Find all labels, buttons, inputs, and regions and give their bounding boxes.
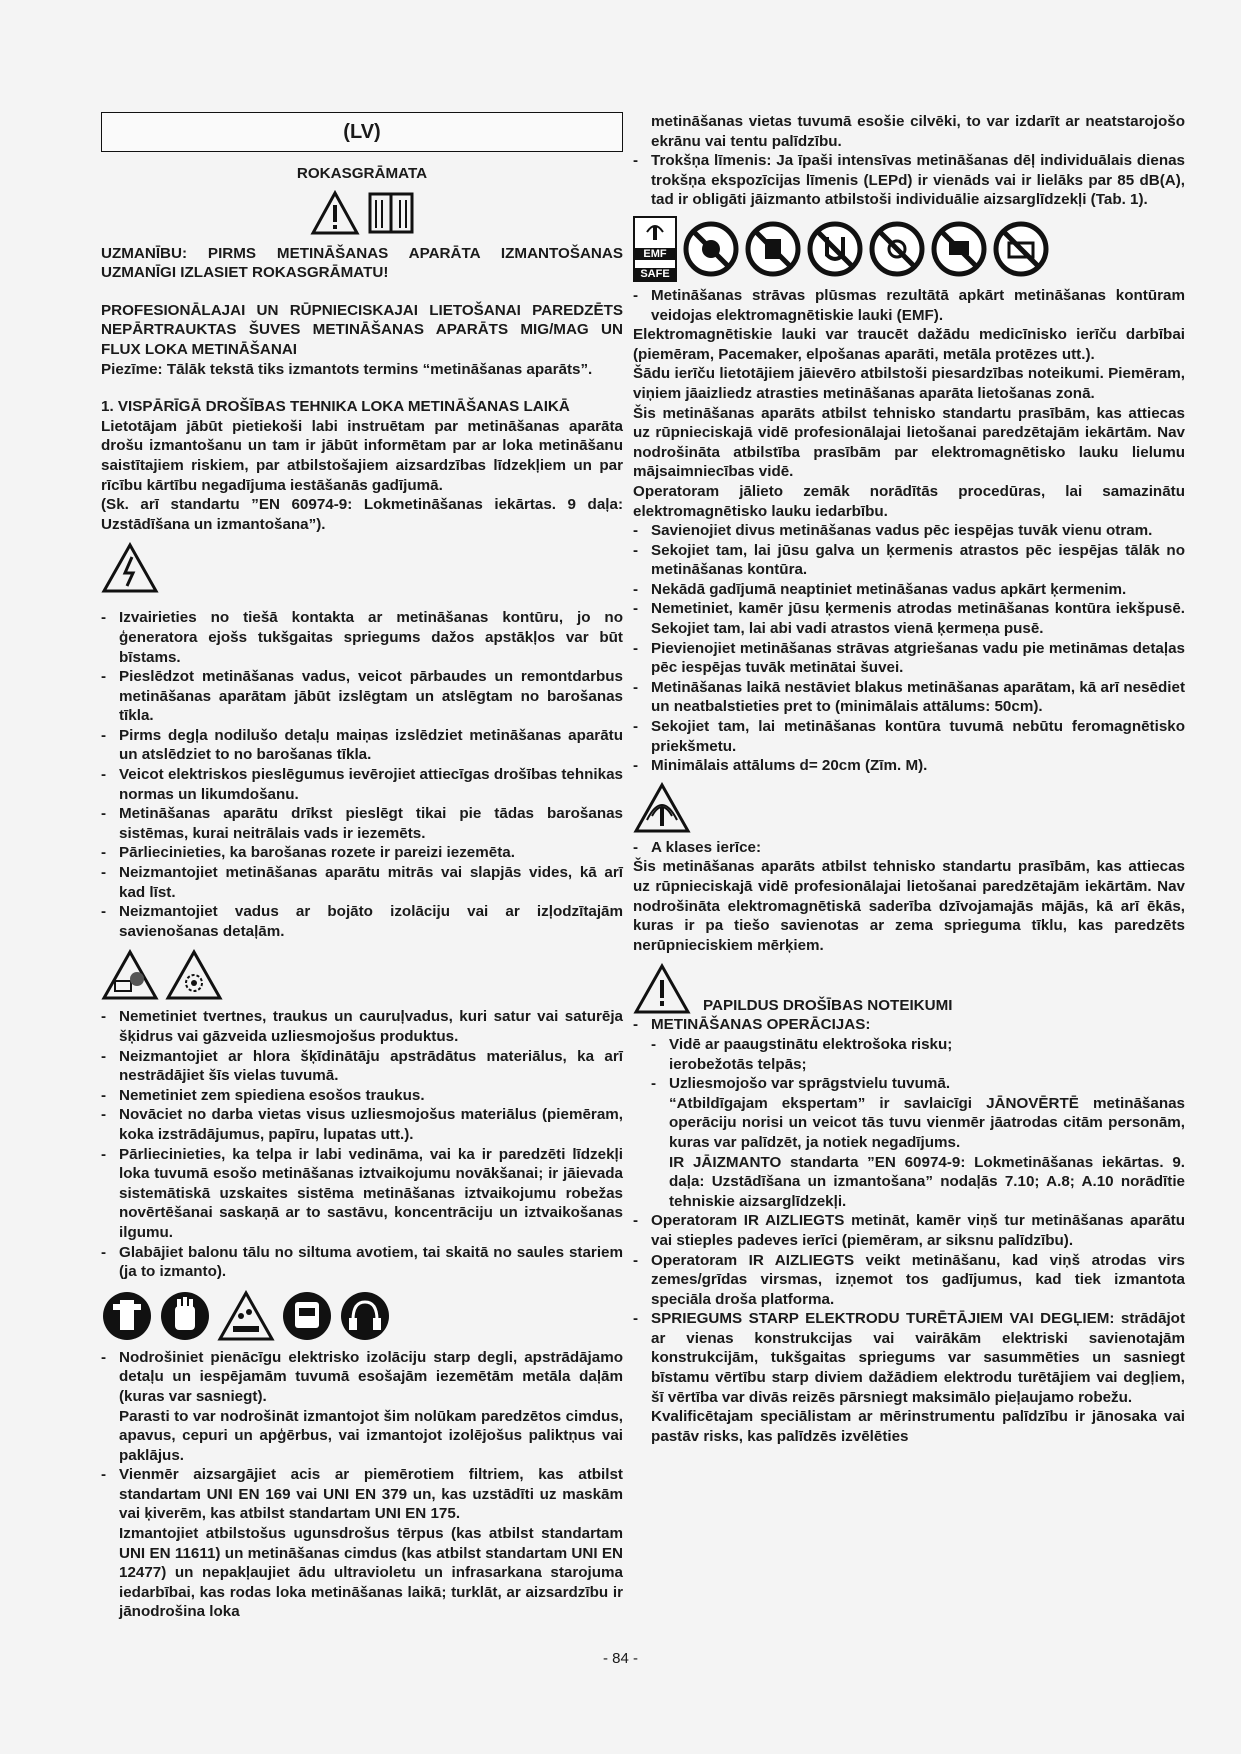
list-item: - Pievienojiet metināšanas strāvas atgriešanas vadu pie metināmas detaļas pēc iespējas tuvāk metinātai šuvei. bbox=[633, 639, 1185, 677]
list-item: - Operatoram IR AIZLIEGTS veikt metināšanu, kad viņš atrodas virs zemes/grīdas virsmas, izņemot tos gadījumus, kad tiek izmantota speciāla droša platforma. bbox=[633, 1251, 1185, 1308]
additional-safety-title: PAPILDUS DROŠĪBAS NOTEIKUMI bbox=[703, 996, 953, 1014]
ear-protection-icon bbox=[339, 1290, 391, 1342]
protective-clothing-icon bbox=[101, 1290, 153, 1342]
list-item: - Veicot elektriskos pieslēgumus ievērojiet attiecīgas drošības tehnikas normas un likumdošanu. bbox=[101, 766, 623, 803]
list-item: - Nekādā gadījumā neaptiniet metināšanas vadus apkārt ķermenim. bbox=[633, 580, 1127, 598]
language-title-box bbox=[101, 112, 623, 152]
fire-hazard-icon bbox=[101, 949, 159, 1001]
electric-hazard-icon bbox=[101, 542, 159, 594]
no-pacemaker-icon bbox=[683, 221, 739, 277]
list-item-continuation: metināšanas vietas tuvumā esošie cilvēki, to var izdarīt ar neatstarojošo ekrānu vai tentu palīdzību. bbox=[651, 113, 1185, 150]
manual-icons bbox=[101, 190, 623, 236]
warning-read-manual: UZMANĪBU: PIRMS METINĀŠANAS APARĀTA IZMANTOŠANAS UZMANĪGI IZLASIET ROKASGRĀMATU! bbox=[101, 244, 623, 282]
list-item-continuation: ierobežotās telpās; bbox=[669, 1055, 807, 1073]
list-item: - Neizmantojiet vadus ar bojāto izolāciju vai ar izļodzītajām savienošanas detaļām. bbox=[101, 903, 623, 940]
list-item-continuation: Parasti to var nodrošināt izmantojot šim nolūkam paredzētos cimdus, apavus, cepuri un apģērbus, vai izmantojot izolējošus paliktņus vai paklājus. bbox=[119, 1407, 623, 1464]
ppe-icon-row bbox=[101, 1290, 623, 1342]
list-item: - Sekojiet tam, lai jūsu galva un ķermenis atrastos pēc iespējas tālāk no metināšanas kontūra. bbox=[633, 541, 1185, 579]
corrosive-hazard-icon bbox=[217, 1290, 275, 1342]
list-item: - Minimālais attālums d= 20cm (Zīm. M). bbox=[633, 757, 928, 775]
no-magnetic-objects-icon bbox=[807, 221, 863, 277]
list-item: - Izvairieties no tiešā kontakta ar metināšanas kontūru, jo no ģeneratora ejošs tukšgaitas spriegums dažos apstākļos var būt bīstams. bbox=[101, 609, 623, 666]
list-item: - Metināšanas aparātu drīkst pieslēgt tikai pie tādas barošanas sistēmas, kurai neitrālais vads ir iezemēts. bbox=[101, 805, 623, 842]
radio-waves-icon bbox=[641, 218, 669, 240]
list-item: - Novāciet no darba vietas visus uzliesmojošus materiālus (piemēram, koka izstrādājumus, papīru, lupatas utt.). bbox=[101, 1106, 623, 1143]
list-item: - Vidē ar paaugstinātu elektrošoka risku; bbox=[651, 1035, 953, 1053]
right-column bbox=[633, 112, 1185, 1446]
section1-reference: (Sk. arī standartu ”EN 60974-9: Lokmetināšanas iekārtas. 9 daļa: Uzstādīšana un izmantošana”). bbox=[101, 496, 623, 533]
no-watch-icon bbox=[869, 221, 925, 277]
list-item: - Nemetiniet tvertnes, traukus un cauruļvadus, kuri satur vai saturēja šķidrus vai gāzveida uzliesmojošus produktus. bbox=[101, 1008, 623, 1045]
emf-paragraph: Operatoram jālieto zemāk norādītās procedūras, lai samazinātu elektromagnētisko lauku iedarbību. bbox=[633, 482, 1185, 520]
list-item: - Uzliesmojošo var sprāgstvielu tuvumā. bbox=[651, 1075, 951, 1093]
list-item: - Pieslēdzot metināšanas vadus, veicot pārbaudes un remontdarbus metināšanas aparātam jābūt izslēgtam un atslēgtam no barošanas tīkla. bbox=[101, 668, 623, 725]
list-item: - Neizmantojiet metināšanas aparātu mitrās vai slapjās vides, kā arī kad līst. bbox=[101, 864, 623, 901]
manual-book-icon bbox=[368, 190, 414, 236]
language-tag: (LV) bbox=[343, 121, 381, 143]
list-item: - Metināšanas laikā nestāviet blakus metināšanas aparātam, kā arī nesēdiet un neatbalstieties pret to (minimālais attālums: 50cm). bbox=[633, 678, 1185, 716]
list-item: - Trokšņa līmenis: Ja īpaši intensīvas metināšanas dēļ individuālais dienas trokšņa ekspozīcijas līmenis (LEPd) ir vienāds vai ir lielāks par 85 dB(A), tad ir obligāti jāizmanto atbilstoši individuālie aizsarglīdzekļi (Tab. 1). bbox=[633, 152, 1185, 209]
list-item: - Pirms degļa nodilušo detaļu maiņas izslēdziet metināšanas aparātu un atslēdziet to no barošanas tīkla. bbox=[101, 726, 623, 764]
professional-use-heading: PROFESIONĀLAJAI UN RŪPNIECISKAJAI LIETOŠANAI PAREDZĒTS NEPĀRTRAUKTAS ŠUVES METINĀŠANAS APARĀTS MIG/MAG UN FLUX LOKA METINĀŠANAI bbox=[101, 301, 623, 358]
list-item: - Glabājiet balonu tālu no siltuma avotiem, tai skaitā no saules stariem (ja to izmanto). bbox=[101, 1243, 623, 1281]
list-item: - Vienmēr aizsargājiet acis ar piemērotiem filtriem, kas atbilst standartam UNI EN 169 vai UNI EN 379 un, kas uzstādīti uz maskām vai ķiverēm, kas atbilst standartam UNI EN 175. bbox=[101, 1466, 623, 1523]
list-item: - Sekojiet tam, lai metināšanas kontūra tuvumā nebūtu feromagnētisko priekšmetu. bbox=[633, 718, 1185, 755]
additional-bullet-list bbox=[633, 1035, 1185, 1211]
list-item: - Pārliecinieties, ka barošanas rozete ir pareizi iezemēta. bbox=[101, 844, 515, 862]
list-item: - Savienojiet divus metināšanas vadus pēc iespējas tuvāk vienu otram. bbox=[633, 522, 1153, 540]
list-item: - Operatoram IR AIZLIEGTS metināt, kamēr viņš tur metināšanas aparātu vai stieples padeves ierīci (piemēram, ar siksnu palīdzību). bbox=[633, 1212, 1185, 1249]
list-item: - Nodrošiniet pienācīgu elektrisko izolāciju starp degli, apstrādājamo detaļu un iespējamām tuvumā esošajām iezemētām metāla daļām (kuras var sasniegt). bbox=[101, 1348, 623, 1405]
emf-bullet-list bbox=[633, 521, 1185, 776]
emf-paragraph: Šis metināšanas aparāts atbilst tehnisko standartu prasībām, kas attiecas uz rūpnieciskajā vidē profesionālajai lietošanai paredzētajām iekārtām. Nav nodrošināta atbilstība prasībām par elektromagnētisko lauku lielumu mājsaimniecības vidē. bbox=[633, 404, 1185, 481]
fire-icon-row bbox=[101, 949, 623, 1001]
warning-triangle-icon bbox=[633, 963, 691, 1015]
list-item: - METINĀŠANAS OPERĀCIJAS: bbox=[633, 1016, 871, 1034]
note-text: Piezīme: Tālāk tekstā tiks izmantots termins “metināšanas aparāts”. bbox=[101, 360, 593, 378]
section1-title: 1. VISPĀRĪGĀ DROŠĪBAS TEHNIKA LOKA METINĀŠANAS LAIKĀ bbox=[101, 398, 570, 416]
emf-paragraph: Elektromagnētiskie lauki var traucēt dažādu medicīnisko ierīču darbībai (piemēram, Pacemaker, elpošanas aparāti, metāla protēzes utt.). bbox=[633, 326, 1185, 363]
warning-triangle-icon bbox=[310, 190, 360, 236]
section1-body: Lietotājam jābūt pietiekoši labi instruētam par metināšanas aparāta drošu izmantošanu un tam ir jābūt informētam par ar loka metināšanu saistītajiem riskiem, par atbilstošajiem aizsardzības līdzekļiem un par rīcību kārtību negadījuma iestāšanās gadījumā. bbox=[101, 417, 623, 494]
additional-safety-heading-row bbox=[633, 963, 1185, 1015]
list-item: - Nemetiniet zem spiediena esošos traukus. bbox=[101, 1086, 425, 1104]
no-electronic-devices-icon bbox=[931, 221, 987, 277]
list-item: - Nemetiniet, kamēr jūsu ķermenis atrodas metināšanas kontūra iekšpusē. Sekojiet tam, lai abi vadi atrastos vienā ķermeņa pusē. bbox=[633, 600, 1185, 638]
list-item-continuation: Kvalificētajam speciālistam ar mērinstrumentu palīdzību ir jānosaka vai pastāv risks, kas palīdzēs izvēlēties bbox=[651, 1408, 1185, 1445]
list-item: - Neizmantojiet ar hlora šķīdinātāju apstrādātus materiālus, ka arī nestrādājiet šīs vielas tuvumā. bbox=[101, 1047, 623, 1085]
list-item-continuation: “Atbildīgajam ekspertam” ir savlaicīgi JĀNOVĒRTĒ metināšanas operāciju norisi un veicot tās tuvu vienmēr jāatrodas citām personām, kuras var palīdzēt, ja notiek negadījums. bbox=[669, 1094, 1185, 1151]
list-item-continuation: IR JĀIZMANTO standarta ”EN 60974-9: Lokmetināšanas iekārtas. 9. daļa: Uzstādīšana un izmantošana” nodaļās 7.10; A.8; A.10 norādītie tehniskie aizsarglīdzekļi. bbox=[669, 1153, 1185, 1210]
list-item: - SPRIEGUMS STARP ELEKTRODU TURĒTĀJIEM VAI DEGĻIEM: strādājot ar vienas konstrukcijas vai vairākām elektriski savienotajām konstrukcijām, tukšgaitas spriegums var sasummēties un sasniegt bīstamu vērtību starp diviem dažādiem elektrodu turētājiem vai degļiem, šī vērtība var divās reizēs pārsniegt maksimālo pieļaujamo robežu. bbox=[633, 1310, 1185, 1406]
emf-paragraph: Šādu ierīču lietotājiem jāievēro atbilstoši piesardzības noteikumi. Piemēram, viņiem jāaizliedz atrasties metināšanas aparāta lietošanas zonā. bbox=[633, 365, 1185, 402]
fire-bullet-list bbox=[101, 1007, 623, 1281]
emf-icon-row bbox=[633, 216, 1185, 282]
manual-title: ROKASGRĀMATA bbox=[296, 165, 428, 182]
left-column bbox=[101, 112, 623, 1622]
safe-label: SAFE bbox=[635, 268, 675, 280]
gloves-icon bbox=[159, 1290, 211, 1342]
class-a-body: Šis metināšanas aparāts atbilst tehnisko standartu prasībām, kas attiecas uz rūpnieciskajā vidē profesionālajai lietošanai paredzētajām iekārtām. Nav nodrošināta elektromagnētiskā saderība dzīvojamajās mājās, kā arī ēkās, kuras ir pa tiešo savienotas ar zema sprieguma tīklu, kas paredzēts nerūpnieciskiem mērķiem. bbox=[633, 858, 1185, 954]
welding-mask-icon bbox=[281, 1290, 333, 1342]
list-item: - A klases ierīce: bbox=[633, 838, 762, 856]
page-number: - 84 - bbox=[602, 1650, 638, 1667]
emf-safe-badge bbox=[633, 216, 677, 282]
electric-bullet-list bbox=[101, 608, 623, 941]
emf-label: EMF bbox=[635, 248, 675, 260]
no-credit-cards-icon bbox=[993, 221, 1049, 277]
electric-icon-row bbox=[101, 542, 623, 594]
non-ionizing-radiation-icon bbox=[633, 782, 691, 834]
list-item: - Metināšanas strāvas plūsmas rezultātā apkārt metināšanas kontūram veidojas elektromagnētiskie lauki (EMF). bbox=[633, 286, 1185, 324]
no-metal-implants-icon bbox=[745, 221, 801, 277]
radiation-icon-row bbox=[633, 782, 1185, 834]
list-item-continuation: Izmantojiet atbilstošus ugunsdrošus tērpus (kas atbilst standartam UNI EN 11611) un metināšanas cimdus (kas atbilst standartam UNI EN 12477) un nepakļaujiet ādu ultravioletu un infrasarkana starojuma iedarbībai, kas rodas loka metināšanas laikā; turklāt, ar aizsardzību ir jānodrošina loka bbox=[119, 1525, 623, 1621]
explosion-hazard-icon bbox=[165, 949, 223, 1001]
list-item: - Pārliecinieties, ka telpa ir labi vedināma, vai ka ir paredzēti līdzekļi loka tuvumā esošo metināšanas iztvaikojumu novākšanai; ir jāievada sistemātiskā uzskaites sistēma metināšanas iztvaikojumu robežas novērtēšanai saskaņā ar to sastāvu, koncentrāciju un iztvaikošanas ilgumu. bbox=[101, 1145, 623, 1241]
